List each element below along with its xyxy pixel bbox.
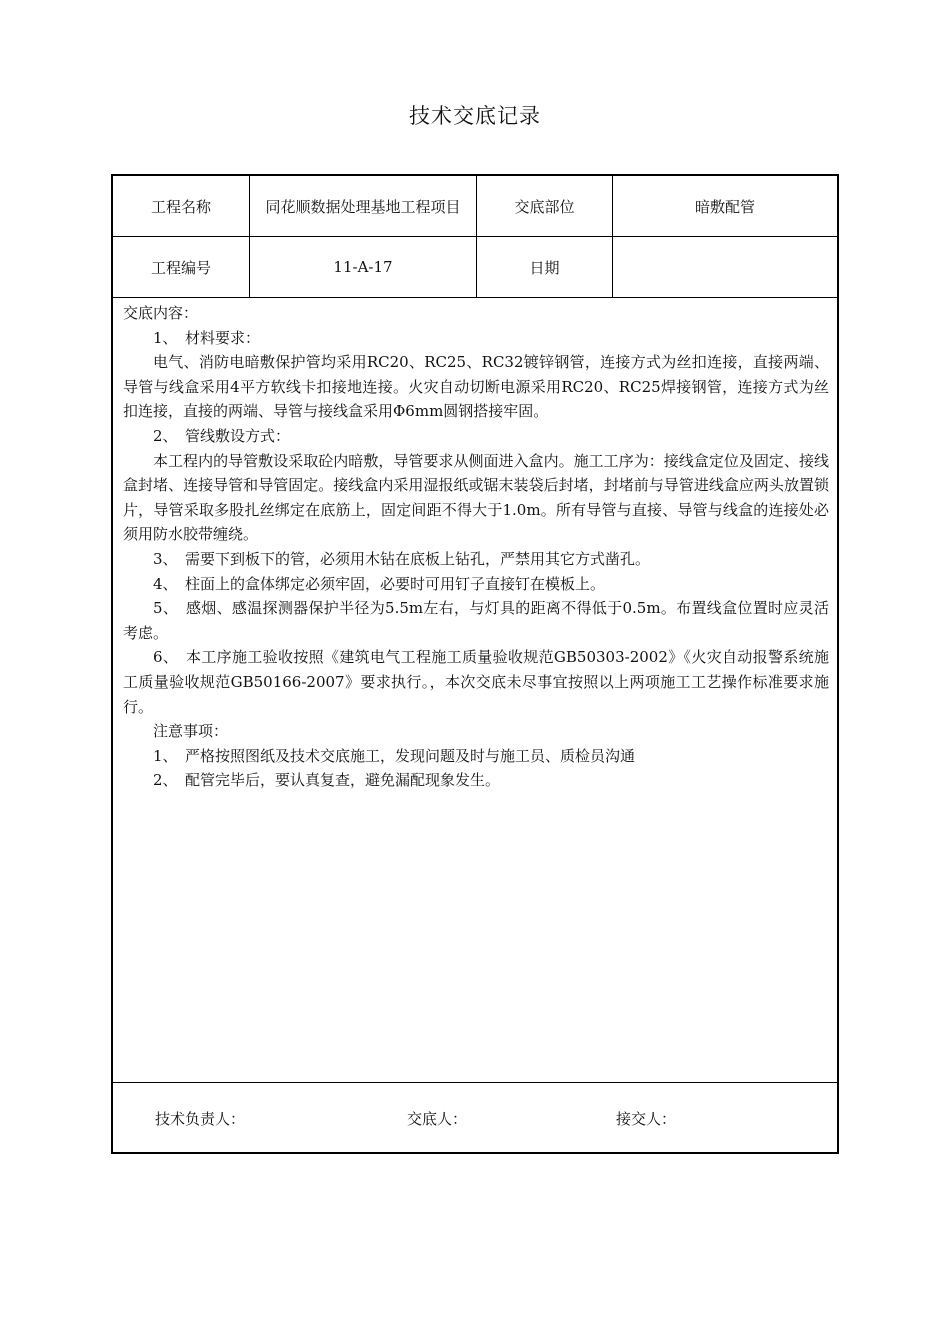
project-no-value: 11-A-17 xyxy=(250,237,477,297)
project-no-label: 工程编号 xyxy=(113,237,250,297)
receiver-signature-label: 接交人： xyxy=(616,1110,677,1128)
note-1-text: 1、 严格按照图纸及技术交底施工，发现问题及时与施工员、质检员沟通 xyxy=(153,746,636,765)
notes-heading: 注意事项： xyxy=(153,722,229,741)
section-6-text: 6、 本工序施工验收按照《建筑电气工程施工质量验收规范GB50303-2002》《火灾自动报警系统施工质量验收规范GB50166-2007》要求执行。，本次交底未尽事宜按照以上两项施工工艺操作标准要求施行。 xyxy=(123,648,829,716)
section-3-text: 3、 需要下到板下的管，必须用木钻在底板上钻孔，严禁用其它方式凿孔。 xyxy=(153,549,651,568)
section-1-text: 电气、消防电暗敷保护管均采用RC20、RC25、RC32镀锌钢管，连接方式为丝扣连接，直接两端、导管与线盒采用4平方软线卡扣接地连接。火灾自动切断电源采用RC20、RC25焊接钢管，连接方式为丝扣连接，直接的两端、导管与接线盒采用Φ6mm圆钢搭接牢固。 xyxy=(123,353,829,421)
date-label: 日期 xyxy=(477,237,613,297)
disclosure-content xyxy=(123,301,829,793)
project-name-label: 工程名称 xyxy=(113,176,250,236)
header-row-1 xyxy=(113,176,837,237)
document-title: 技术交底记录 xyxy=(409,104,541,128)
tech-lead-signature-label: 技术负责人： xyxy=(155,1110,246,1128)
date-value xyxy=(613,237,837,297)
header-row-2 xyxy=(113,237,837,298)
part-label: 交底部位 xyxy=(477,176,613,236)
note-2-text: 2、 配管完毕后，要认真复查，避免漏配现象发生。 xyxy=(153,771,501,790)
part-value: 暗敷配管 xyxy=(694,197,755,216)
content-heading: 交底内容： xyxy=(123,304,199,322)
section-5-text: 5、 感烟、感温探测器保护半径为5.5m左右，与灯具的距离不得低于0.5m。布置线盒位置时应灵活考虑。 xyxy=(123,599,829,642)
section-1-heading: 1、 材料要求： xyxy=(153,328,261,347)
project-name-value: 同花顺数据处理基地工程项目 xyxy=(250,176,477,236)
section-2-heading: 2、 管线敷设方式： xyxy=(153,426,291,445)
section-2-text: 本工程内的导管敷设采取砼内暗敷，导管要求从侧面进入盒内。施工工序为：接线盒定位及固定、接线盒封堵、连接导管和导管固定。接线盒内采用湿报纸或锯末装袋后封堵，封堵前与导管进线盒应两头放置锁片，导管采取多股扎丝绑定在底筋上，固定间距不得大于1.0m。所有导管与直接、导管与线盒的连接处必须用防水胶带缠绕。 xyxy=(123,451,829,544)
section-4-text: 4、 柱面上的盒体绑定必须牢固，必要时可用钉子直接钉在模板上。 xyxy=(153,574,606,593)
disclosure-form xyxy=(111,174,839,1154)
discloser-signature-label: 交底人： xyxy=(407,1110,468,1128)
signature-row xyxy=(113,1082,837,1153)
